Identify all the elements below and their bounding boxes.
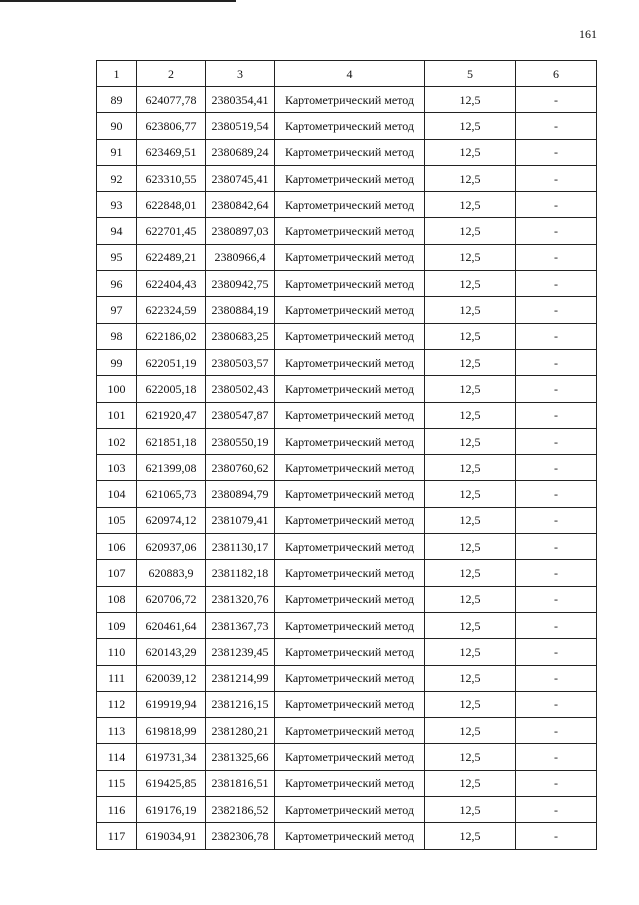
coordinates-table bbox=[96, 60, 597, 850]
accuracy-cell: 12,5 bbox=[425, 744, 516, 770]
point-number-cell: 90 bbox=[97, 113, 137, 139]
description-cell: - bbox=[516, 349, 597, 375]
x-coordinate-cell: 620974,12 bbox=[137, 507, 206, 533]
x-coordinate-cell: 624077,78 bbox=[137, 87, 206, 113]
description-cell: - bbox=[516, 376, 597, 402]
x-coordinate-cell: 623310,55 bbox=[137, 165, 206, 191]
method-cell: Картометрический метод bbox=[275, 560, 425, 586]
description-cell: - bbox=[516, 639, 597, 665]
table-row bbox=[97, 612, 597, 638]
y-coordinate-cell: 2381816,51 bbox=[206, 770, 275, 796]
method-cell: Картометрический метод bbox=[275, 165, 425, 191]
table-row bbox=[97, 823, 597, 849]
accuracy-cell: 12,5 bbox=[425, 297, 516, 323]
point-number-cell: 116 bbox=[97, 797, 137, 823]
method-cell: Картометрический метод bbox=[275, 428, 425, 454]
accuracy-cell: 12,5 bbox=[425, 192, 516, 218]
method-cell: Картометрический метод bbox=[275, 534, 425, 560]
point-number-cell: 101 bbox=[97, 402, 137, 428]
method-cell: Картометрический метод bbox=[275, 612, 425, 638]
description-cell: - bbox=[516, 560, 597, 586]
table-row bbox=[97, 560, 597, 586]
page-number: 161 bbox=[579, 27, 597, 41]
accuracy-cell: 12,5 bbox=[425, 481, 516, 507]
method-cell: Картометрический метод bbox=[275, 218, 425, 244]
description-cell: - bbox=[516, 665, 597, 691]
table-header bbox=[97, 61, 597, 87]
header-col-1: 1 bbox=[97, 61, 137, 87]
description-cell: - bbox=[516, 192, 597, 218]
table-row bbox=[97, 507, 597, 533]
y-coordinate-cell: 2380547,87 bbox=[206, 402, 275, 428]
method-cell: Картометрический метод bbox=[275, 244, 425, 270]
y-coordinate-cell: 2382186,52 bbox=[206, 797, 275, 823]
table-row bbox=[97, 534, 597, 560]
accuracy-cell: 12,5 bbox=[425, 271, 516, 297]
method-cell: Картометрический метод bbox=[275, 744, 425, 770]
point-number-cell: 117 bbox=[97, 823, 137, 849]
table-row bbox=[97, 639, 597, 665]
y-coordinate-cell: 2381367,73 bbox=[206, 612, 275, 638]
point-number-cell: 92 bbox=[97, 165, 137, 191]
y-coordinate-cell: 2381239,45 bbox=[206, 639, 275, 665]
x-coordinate-cell: 621065,73 bbox=[137, 481, 206, 507]
y-coordinate-cell: 2380683,25 bbox=[206, 323, 275, 349]
description-cell: - bbox=[516, 770, 597, 796]
x-coordinate-cell: 619919,94 bbox=[137, 691, 206, 717]
method-cell: Картометрический метод bbox=[275, 113, 425, 139]
description-cell: - bbox=[516, 87, 597, 113]
point-number-cell: 115 bbox=[97, 770, 137, 796]
point-number-cell: 107 bbox=[97, 560, 137, 586]
description-cell: - bbox=[516, 113, 597, 139]
point-number-cell: 110 bbox=[97, 639, 137, 665]
description-cell: - bbox=[516, 218, 597, 244]
table-row bbox=[97, 271, 597, 297]
method-cell: Картометрический метод bbox=[275, 297, 425, 323]
x-coordinate-cell: 620039,12 bbox=[137, 665, 206, 691]
description-cell: - bbox=[516, 507, 597, 533]
table-row bbox=[97, 691, 597, 717]
method-cell: Картометрический метод bbox=[275, 797, 425, 823]
point-number-cell: 95 bbox=[97, 244, 137, 270]
y-coordinate-cell: 2380884,19 bbox=[206, 297, 275, 323]
point-number-cell: 93 bbox=[97, 192, 137, 218]
table-row bbox=[97, 718, 597, 744]
x-coordinate-cell: 621920,47 bbox=[137, 402, 206, 428]
description-cell: - bbox=[516, 455, 597, 481]
table-row bbox=[97, 797, 597, 823]
description-cell: - bbox=[516, 165, 597, 191]
y-coordinate-cell: 2381216,15 bbox=[206, 691, 275, 717]
point-number-cell: 103 bbox=[97, 455, 137, 481]
description-cell: - bbox=[516, 691, 597, 717]
table-row bbox=[97, 323, 597, 349]
x-coordinate-cell: 622186,02 bbox=[137, 323, 206, 349]
x-coordinate-cell: 620461,64 bbox=[137, 612, 206, 638]
x-coordinate-cell: 620883,9 bbox=[137, 560, 206, 586]
accuracy-cell: 12,5 bbox=[425, 612, 516, 638]
x-coordinate-cell: 623806,77 bbox=[137, 113, 206, 139]
accuracy-cell: 12,5 bbox=[425, 718, 516, 744]
x-coordinate-cell: 619425,85 bbox=[137, 770, 206, 796]
accuracy-cell: 12,5 bbox=[425, 349, 516, 375]
table-body bbox=[97, 87, 597, 850]
table-row bbox=[97, 481, 597, 507]
description-cell: - bbox=[516, 586, 597, 612]
accuracy-cell: 12,5 bbox=[425, 691, 516, 717]
y-coordinate-cell: 2381214,99 bbox=[206, 665, 275, 691]
header-col-5: 5 bbox=[425, 61, 516, 87]
method-cell: Картометрический метод bbox=[275, 323, 425, 349]
table-row bbox=[97, 165, 597, 191]
header-col-6: 6 bbox=[516, 61, 597, 87]
description-cell: - bbox=[516, 297, 597, 323]
point-number-cell: 98 bbox=[97, 323, 137, 349]
table-row bbox=[97, 218, 597, 244]
x-coordinate-cell: 620937,06 bbox=[137, 534, 206, 560]
table-row bbox=[97, 744, 597, 770]
method-cell: Картометрический метод bbox=[275, 770, 425, 796]
y-coordinate-cell: 2382306,78 bbox=[206, 823, 275, 849]
point-number-cell: 105 bbox=[97, 507, 137, 533]
method-cell: Картометрический метод bbox=[275, 481, 425, 507]
header-col-3: 3 bbox=[206, 61, 275, 87]
table-row bbox=[97, 113, 597, 139]
accuracy-cell: 12,5 bbox=[425, 665, 516, 691]
accuracy-cell: 12,5 bbox=[425, 218, 516, 244]
point-number-cell: 96 bbox=[97, 271, 137, 297]
y-coordinate-cell: 2380550,19 bbox=[206, 428, 275, 454]
accuracy-cell: 12,5 bbox=[425, 507, 516, 533]
description-cell: - bbox=[516, 323, 597, 349]
accuracy-cell: 12,5 bbox=[425, 87, 516, 113]
y-coordinate-cell: 2381079,41 bbox=[206, 507, 275, 533]
accuracy-cell: 12,5 bbox=[425, 823, 516, 849]
y-coordinate-cell: 2380942,75 bbox=[206, 271, 275, 297]
point-number-cell: 104 bbox=[97, 481, 137, 507]
description-cell: - bbox=[516, 139, 597, 165]
method-cell: Картометрический метод bbox=[275, 823, 425, 849]
x-coordinate-cell: 622324,59 bbox=[137, 297, 206, 323]
point-number-cell: 109 bbox=[97, 612, 137, 638]
description-cell: - bbox=[516, 481, 597, 507]
table-row bbox=[97, 244, 597, 270]
accuracy-cell: 12,5 bbox=[425, 139, 516, 165]
y-coordinate-cell: 2381325,66 bbox=[206, 744, 275, 770]
table-row bbox=[97, 87, 597, 113]
point-number-cell: 89 bbox=[97, 87, 137, 113]
accuracy-cell: 12,5 bbox=[425, 560, 516, 586]
y-coordinate-cell: 2380519,54 bbox=[206, 113, 275, 139]
x-coordinate-cell: 619176,19 bbox=[137, 797, 206, 823]
x-coordinate-cell: 619034,91 bbox=[137, 823, 206, 849]
table-row bbox=[97, 428, 597, 454]
method-cell: Картометрический метод bbox=[275, 349, 425, 375]
method-cell: Картометрический метод bbox=[275, 87, 425, 113]
y-coordinate-cell: 2381130,17 bbox=[206, 534, 275, 560]
method-cell: Картометрический метод bbox=[275, 139, 425, 165]
description-cell: - bbox=[516, 428, 597, 454]
y-coordinate-cell: 2380760,62 bbox=[206, 455, 275, 481]
method-cell: Картометрический метод bbox=[275, 402, 425, 428]
table-row bbox=[97, 139, 597, 165]
y-coordinate-cell: 2380689,24 bbox=[206, 139, 275, 165]
accuracy-cell: 12,5 bbox=[425, 639, 516, 665]
x-coordinate-cell: 620143,29 bbox=[137, 639, 206, 665]
method-cell: Картометрический метод bbox=[275, 586, 425, 612]
header-col-2: 2 bbox=[137, 61, 206, 87]
y-coordinate-cell: 2380894,79 bbox=[206, 481, 275, 507]
x-coordinate-cell: 622848,01 bbox=[137, 192, 206, 218]
table-row bbox=[97, 349, 597, 375]
point-number-cell: 102 bbox=[97, 428, 137, 454]
x-coordinate-cell: 621399,08 bbox=[137, 455, 206, 481]
description-cell: - bbox=[516, 271, 597, 297]
point-number-cell: 112 bbox=[97, 691, 137, 717]
method-cell: Картометрический метод bbox=[275, 192, 425, 218]
accuracy-cell: 12,5 bbox=[425, 770, 516, 796]
description-cell: - bbox=[516, 744, 597, 770]
description-cell: - bbox=[516, 612, 597, 638]
y-coordinate-cell: 2381182,18 bbox=[206, 560, 275, 586]
point-number-cell: 113 bbox=[97, 718, 137, 744]
x-coordinate-cell: 622701,45 bbox=[137, 218, 206, 244]
accuracy-cell: 12,5 bbox=[425, 586, 516, 612]
table-row bbox=[97, 376, 597, 402]
x-coordinate-cell: 622005,18 bbox=[137, 376, 206, 402]
accuracy-cell: 12,5 bbox=[425, 797, 516, 823]
x-coordinate-cell: 622404,43 bbox=[137, 271, 206, 297]
point-number-cell: 91 bbox=[97, 139, 137, 165]
y-coordinate-cell: 2380897,03 bbox=[206, 218, 275, 244]
method-cell: Картометрический метод bbox=[275, 691, 425, 717]
header-row bbox=[97, 61, 597, 87]
description-cell: - bbox=[516, 718, 597, 744]
x-coordinate-cell: 620706,72 bbox=[137, 586, 206, 612]
point-number-cell: 99 bbox=[97, 349, 137, 375]
table-row bbox=[97, 770, 597, 796]
header-col-4: 4 bbox=[275, 61, 425, 87]
y-coordinate-cell: 2381280,21 bbox=[206, 718, 275, 744]
point-number-cell: 100 bbox=[97, 376, 137, 402]
method-cell: Картометрический метод bbox=[275, 665, 425, 691]
method-cell: Картометрический метод bbox=[275, 639, 425, 665]
accuracy-cell: 12,5 bbox=[425, 376, 516, 402]
x-coordinate-cell: 619818,99 bbox=[137, 718, 206, 744]
table-row bbox=[97, 297, 597, 323]
description-cell: - bbox=[516, 797, 597, 823]
method-cell: Картометрический метод bbox=[275, 718, 425, 744]
table-row bbox=[97, 586, 597, 612]
x-coordinate-cell: 621851,18 bbox=[137, 428, 206, 454]
point-number-cell: 114 bbox=[97, 744, 137, 770]
accuracy-cell: 12,5 bbox=[425, 428, 516, 454]
accuracy-cell: 12,5 bbox=[425, 244, 516, 270]
x-coordinate-cell: 622489,21 bbox=[137, 244, 206, 270]
point-number-cell: 111 bbox=[97, 665, 137, 691]
top-rule bbox=[0, 0, 236, 2]
method-cell: Картометрический метод bbox=[275, 376, 425, 402]
x-coordinate-cell: 622051,19 bbox=[137, 349, 206, 375]
point-number-cell: 94 bbox=[97, 218, 137, 244]
description-cell: - bbox=[516, 823, 597, 849]
method-cell: Картометрический метод bbox=[275, 507, 425, 533]
point-number-cell: 106 bbox=[97, 534, 137, 560]
x-coordinate-cell: 623469,51 bbox=[137, 139, 206, 165]
method-cell: Картометрический метод bbox=[275, 271, 425, 297]
table-row bbox=[97, 665, 597, 691]
y-coordinate-cell: 2380842,64 bbox=[206, 192, 275, 218]
point-number-cell: 108 bbox=[97, 586, 137, 612]
description-cell: - bbox=[516, 534, 597, 560]
accuracy-cell: 12,5 bbox=[425, 323, 516, 349]
accuracy-cell: 12,5 bbox=[425, 402, 516, 428]
accuracy-cell: 12,5 bbox=[425, 113, 516, 139]
method-cell: Картометрический метод bbox=[275, 455, 425, 481]
point-number-cell: 97 bbox=[97, 297, 137, 323]
description-cell: - bbox=[516, 244, 597, 270]
description-cell: - bbox=[516, 402, 597, 428]
y-coordinate-cell: 2380966,4 bbox=[206, 244, 275, 270]
x-coordinate-cell: 619731,34 bbox=[137, 744, 206, 770]
y-coordinate-cell: 2380745,41 bbox=[206, 165, 275, 191]
table-row bbox=[97, 455, 597, 481]
table-row bbox=[97, 402, 597, 428]
y-coordinate-cell: 2380354,41 bbox=[206, 87, 275, 113]
y-coordinate-cell: 2381320,76 bbox=[206, 586, 275, 612]
y-coordinate-cell: 2380502,43 bbox=[206, 376, 275, 402]
table-row bbox=[97, 192, 597, 218]
accuracy-cell: 12,5 bbox=[425, 534, 516, 560]
y-coordinate-cell: 2380503,57 bbox=[206, 349, 275, 375]
accuracy-cell: 12,5 bbox=[425, 165, 516, 191]
accuracy-cell: 12,5 bbox=[425, 455, 516, 481]
